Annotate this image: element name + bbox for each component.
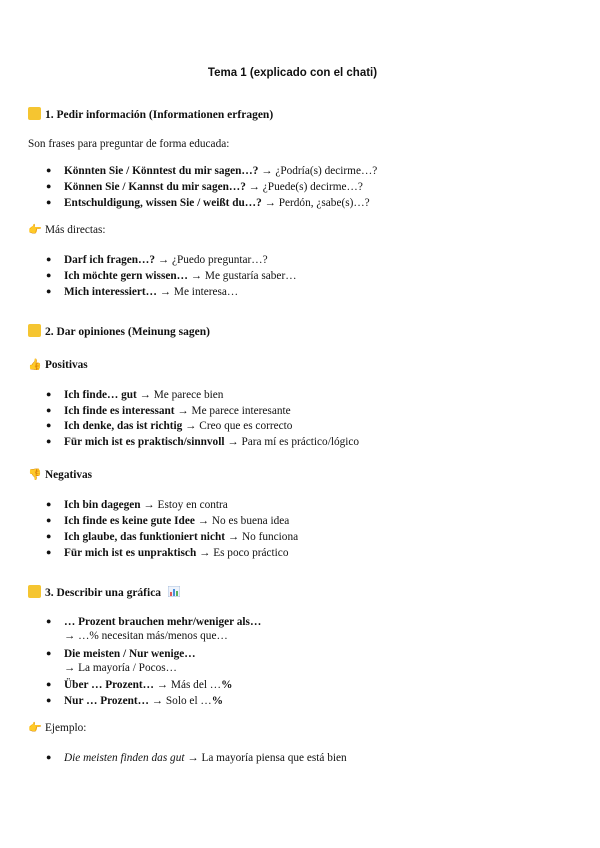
yellow-square-icon <box>28 324 41 337</box>
list-item: ● Könnten Sie / Könntest du mir sagen…? → ¿Podría(s) decirme…? <box>46 165 378 177</box>
list-item: ● Entschuldigung, wissen Sie / weißt du…? → Perdón, ¿sabe(s)…? <box>46 197 370 209</box>
yellow-square-icon <box>28 585 41 598</box>
sub-label: 👉 Más directas: <box>28 223 106 236</box>
list-item: ● Die meisten finden das gut → La mayoría piensa que está bien <box>46 752 347 764</box>
section-1-heading: 1. Pedir información (Informationen erfragen) <box>28 107 273 122</box>
pointing-hand-icon: 👉 <box>28 223 42 236</box>
pointing-hand-icon: 👉 <box>28 721 42 734</box>
list-item: ● Ich finde es interessant → Me parece interesante <box>46 405 291 417</box>
example-label: 👉 Ejemplo: <box>28 721 87 734</box>
list-item: ● … Prozent brauchen mehr/weniger als… <box>46 616 262 628</box>
list-item-continuation: → La mayoría / Pocos… <box>64 662 177 674</box>
positive-label: 👍 Positivas <box>28 358 88 371</box>
yellow-square-icon <box>28 107 41 120</box>
list-item: ● Können Sie / Kannst du mir sagen…? → ¿Puede(s) decirme…? <box>46 181 363 193</box>
thumbs-down-icon: 👎 <box>28 468 42 481</box>
list-item: ● Ich möchte gern wissen… → Me gustaría saber… <box>46 270 297 282</box>
list-item-continuation: → …% necesitan más/menos que… <box>64 630 228 642</box>
list-item: ● Ich glaube, das funktioniert nicht → No funciona <box>46 531 299 543</box>
list-item: ● Ich bin dagegen → Estoy en contra <box>46 499 228 511</box>
section-2-heading: 2. Dar opiniones (Meinung sagen) <box>28 324 210 339</box>
list-item: ● Ich denke, das ist richtig → Creo que es correcto <box>46 420 293 432</box>
page-title: Tema 1 (explicado con el chati) <box>207 67 378 79</box>
list-item: ● Ich finde es keine gute Idee → No es buena idea <box>46 515 290 527</box>
section-3-heading: 3. Describir una gráfica <box>28 585 180 600</box>
list-item: ● Ich finde… gut → Me parece bien <box>46 389 224 401</box>
list-item: ● Für mich ist es praktisch/sinnvoll → Para mí es práctico/lógico <box>46 436 360 448</box>
bar-chart-icon <box>168 586 180 597</box>
list-item: ● Die meisten / Nur wenige… <box>46 648 196 660</box>
thumbs-up-icon: 👍 <box>28 358 42 371</box>
negative-label: 👎 Negativas <box>28 468 93 481</box>
list-item: ● Für mich ist es unpraktisch → Es poco práctico <box>46 547 289 559</box>
section-1-intro: Son frases para preguntar de forma educada: <box>28 138 230 150</box>
list-item: ● Über … Prozent… → Más del …% <box>46 679 233 691</box>
list-item: ● Darf ich fragen…? → ¿Puedo preguntar…? <box>46 254 268 266</box>
list-item: ● Nur … Prozent… → Solo el …% <box>46 695 224 707</box>
list-item: ● Mich interessiert… → Me interesa… <box>46 286 239 298</box>
